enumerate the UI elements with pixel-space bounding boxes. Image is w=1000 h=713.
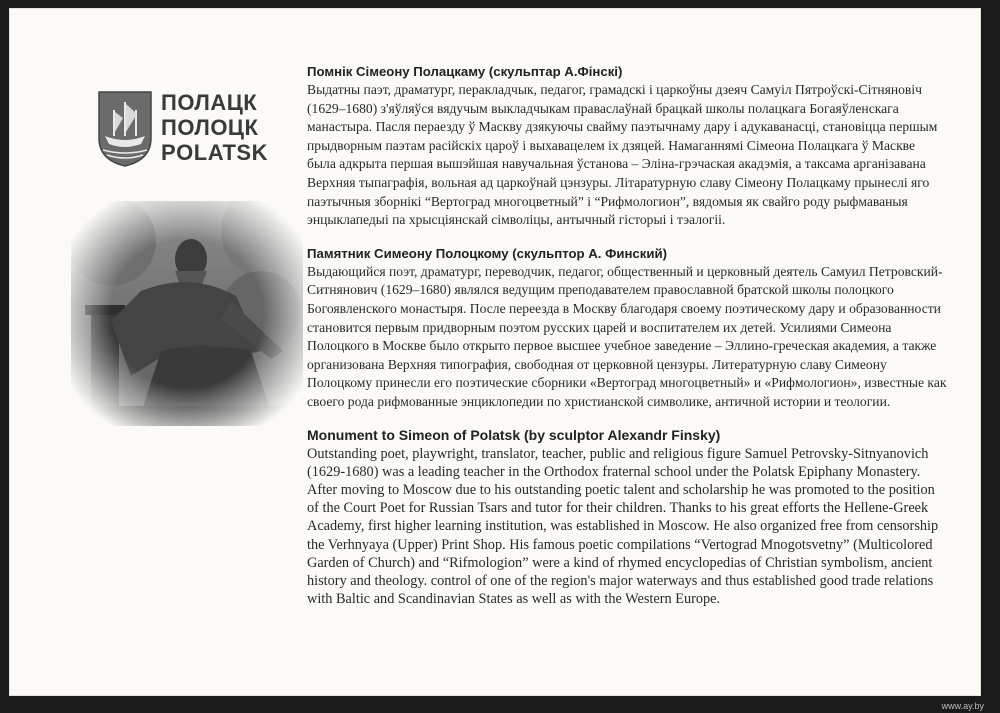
- section-body: Выдающийся поэт, драматург, переводчик, педагог, общественный и церковный деятель Самуил Петровский-Ситнянович (1629–1680) являлся ведущим преподавателем православной братской школы полоцкого Богоявленского монастыря. После переезда в Москву благодаря своему поэтическому дару и образованности становится первым придворным поэтом русских царей и воспитателем их детей. Усилиями Симеона Полоцкого в Москве было открыто первое высшее учебное заведение – Эллино-греческая академия, а также организована Верхняя типография, свободная от церковной цензуры. Литературную славу Симеону Полоцкому принесли его поэтические сборники «Вертоград многоцветный» и «Рифмологион», известные как своего рода рифмованные энциклопедии по христианской символике, античной истории и теологии.: [307, 263, 947, 409]
- monument-statue-photo: [71, 201, 303, 426]
- logo-text-english: POLATSK: [161, 140, 268, 165]
- postcard: [9, 8, 981, 696]
- logo-text-belarusian: ПОЛАЦК: [161, 90, 258, 115]
- section-body: Выдатны паэт, драматург, перакладчык, педагог, грамадскі і царкоўны дзеяч Самуіл Пятроўскі-Сітняновіч (1629–1680) з'яўляўся вядучым выкладчыкам праваслаўнай брацкай школы полацкага Богаяўленскага манастыра. Пасля пераезду ў Маскву дзякуючы свайму паэтычнаму дару і адукаванасці, становіцца першым прыдворным паэтам расійскіх цароў і выхавацелем іх дзяцей. Намаганнямі Сімеона Полацкага ў Маскве была адкрыта першая вышэйшая навучальная ўстанова – Эліна-грэчаская акадэмія, а таксама арганізавана Верхняя тыпаграфія, вольная ад царкоўнай цэнзуры. Літаратурную славу Сімеону Полацкаму прынеслі яго паэтычныя зборнікі “Вертоград многоцветный” і “Рифмологион”, вядомыя як свайго роду рыфмаваныя энцыклапедыі па хрысціянскай сімволіцы, антычный гісторыі і тэалогіі.: [307, 82, 938, 228]
- ship-crest-icon: [95, 88, 155, 168]
- watermark: www.ay.by: [941, 701, 984, 711]
- section-russian: [307, 244, 947, 412]
- section-english: [307, 426, 947, 609]
- section-heading: Памятник Симеону Полоцкому (скульптор А. Финский): [307, 245, 667, 261]
- section-heading: Monument to Simeon of Polatsk (by sculptor Alexandr Finsky): [307, 426, 721, 443]
- text-column: [307, 62, 947, 622]
- logo-text-russian: ПОЛОЦК: [161, 115, 259, 140]
- polatsk-logo: [95, 88, 285, 178]
- section-heading: Помнік Сімеону Полацкаму (скульптар А.Фінскі): [307, 64, 623, 79]
- section-body: Outstanding poet, playwright, translator, teacher, public and religious figure Samuel Petrovsky-Sitnyanovich (1629-1680) was a leading teacher in the Orthodox fraternal school under the Polatsk Epiphany Monastery. After moving to Moscow due to his outstanding poetic talent and scholarship he was promoted to the position of the Court Poet for Russian Tsars and tutor for their children. Thanks to his great efforts the Hellene-Greek Academy, first higher learning institution, was established in Moscow. He also organized free from censorship the Verhnyaya (Upper) Print Shop. His famous poetic compilations “Vertograd Mnogotsvetny” (Multicolored Garden of Church) and “Rifmologion” were a kind of rhymed encyclopedias of Christian symbolism, ancient history and theology. control of one of the region's major waterways and thus established good trade relations with Baltic and Scandinavian States as well as with the Western Europe.: [307, 445, 939, 608]
- section-belarusian: [307, 62, 947, 230]
